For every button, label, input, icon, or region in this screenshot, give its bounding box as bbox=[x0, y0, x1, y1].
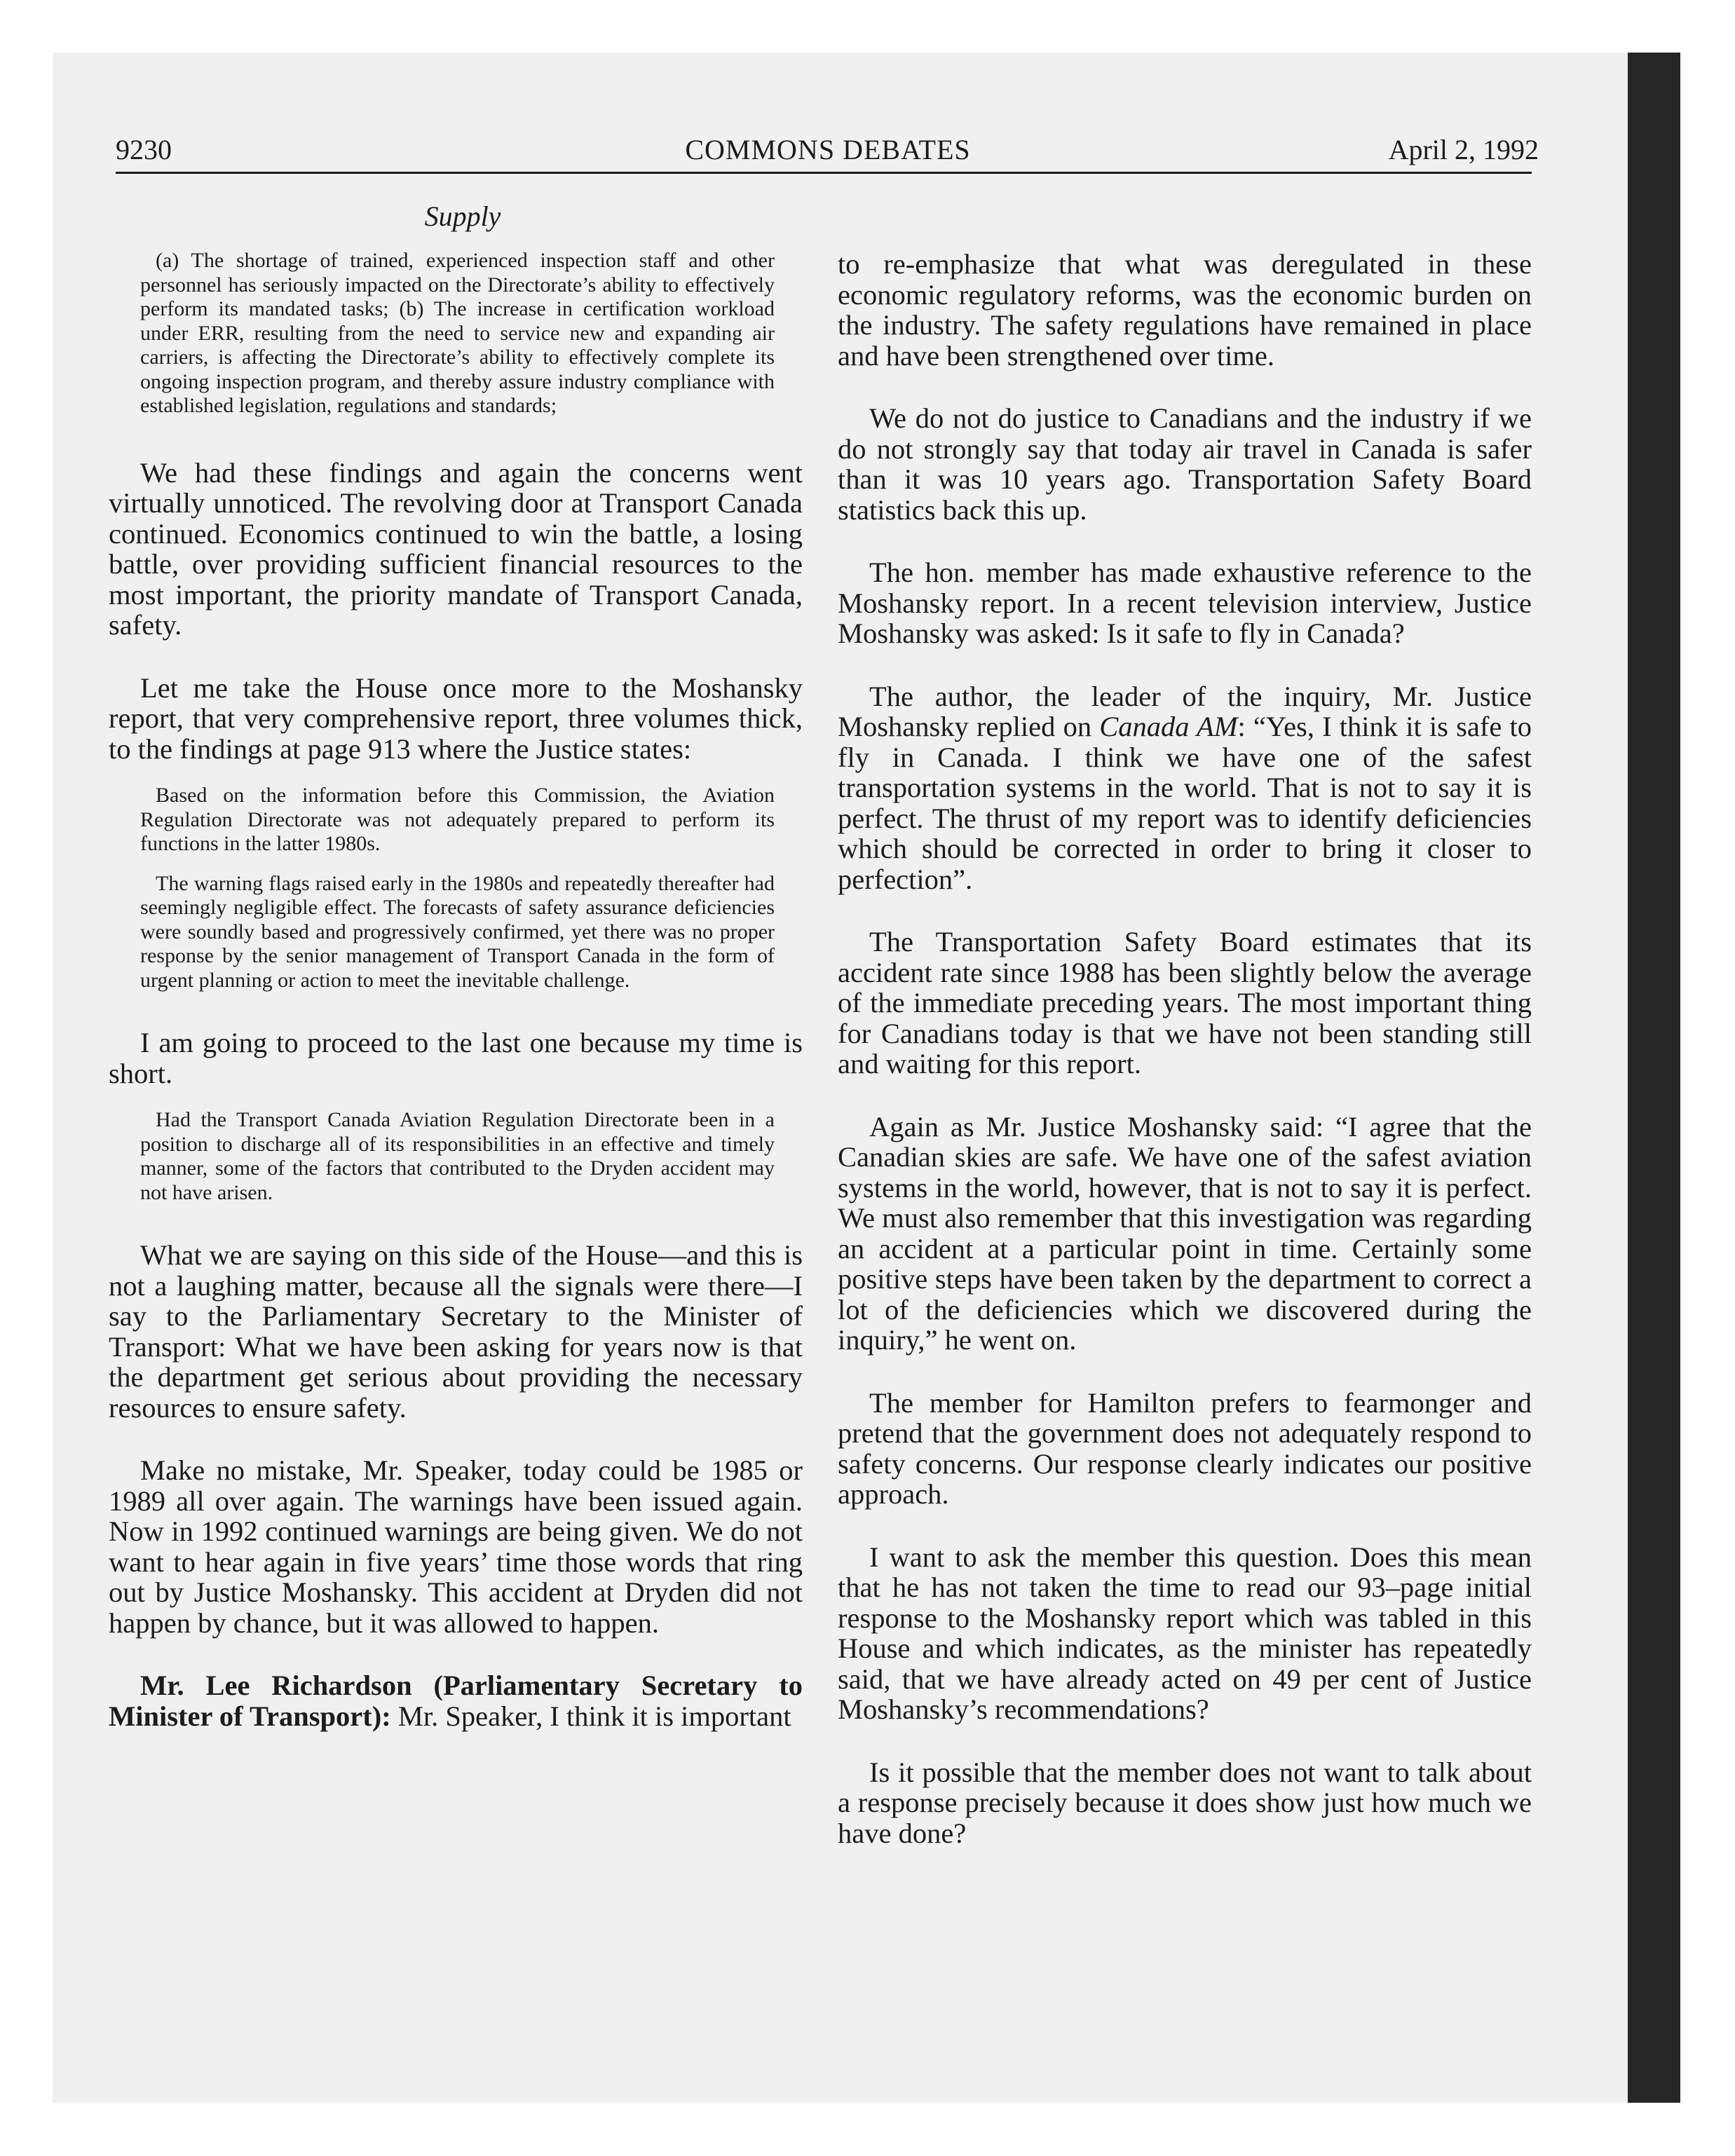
author-text-before: The author, the leader of the inquiry, Mr. Justice Moshansky replied on bbox=[838, 680, 1532, 742]
paragraph-mistake: Make no mistake, Mr. Speaker, today could be 1985 or 1989 all over again. The warnings have been issued again. Now in 1992 continued warnings are being given. We do not want to hear again in five years’ time those words that ring out by Justice Moshansky. This accident at Dryden did not happen by chance, but it was allowed to happen. bbox=[109, 1454, 803, 1639]
show-title: Canada AM bbox=[1099, 711, 1238, 742]
paragraph-reemphasize: to re-emphasize that what was deregulated in these economic regulatory reforms, was the economic burden on the industry. The safety regulations have remained in place and have been strengthened over time. bbox=[838, 248, 1532, 371]
quote-findings: (a) The shortage of trained, experienced inspection staff and other personnel has seriously impacted on the Directorate’s ability to effectively perform its mandated tasks; (b) The increase in certification workload under ERR, resulting from the need to service new and expanding air carriers, is affecting the Directorate’s ability to effectively complete its ongoing inspection program, and thereby assure industry compliance with established legislation, regulations and standards; bbox=[140, 249, 775, 417]
speaker-name: Mr. Lee Richardson (Parliamentary Secretary to Minister of Transport): bbox=[109, 1670, 803, 1732]
quote-commission: Based on the information before this Commission, the Aviation Regulation Directorate was not adequately prepared to perform its functions in the latter 1980s. bbox=[140, 784, 775, 855]
paragraph-last-one: I am going to proceed to the last one because my time is short. bbox=[109, 1027, 803, 1089]
paragraph-tsb: The Transportation Safety Board estimates that its accident rate since 1988 has been slightly below the average of the immediate preceding years. The most important thing for Canadians today is that we have not been standing still and waiting for this report. bbox=[838, 926, 1532, 1079]
paragraph-hamilton: The member for Hamilton prefers to fearmonger and pretend that the government does not adequately respond to safety concerns. Our response clearly indicates our positive approach. bbox=[838, 1386, 1532, 1510]
paragraph-reference: The hon. member has made exhaustive reference to the Moshansky report. In a recent television interview, Justice Moshansky was asked: Is it safe to fly in Canada? bbox=[838, 557, 1532, 649]
paragraph-question: I want to ask the member this question. Does this mean that he has not taken the time to read our 93–page initial response to the Moshansky report which was tabled in this House and which indicates, as the minister has repeatedly said, that we have already acted on 49 per cent of Justice Moshansky’s recommendations? bbox=[838, 1541, 1532, 1725]
paragraph-author bbox=[838, 681, 1532, 895]
publication-title: COMMONS DEBATES bbox=[685, 134, 971, 165]
paragraph-justice: We do not do justice to Canadians and the industry if we do not strongly say that today air travel in Canada is safer than it was 10 years ago. Transportation Safety Board statistics back this up. bbox=[838, 402, 1532, 526]
publication-date: April 2, 1992 bbox=[1388, 134, 1539, 165]
paragraph-saying: What we are saying on this side of the House—and this is not a laughing matter, because all the signals were there—I say to the Parliamentary Secretary to the Minister of Transport: What we have been asking for years now is that the department get serious about providing the necessary resources to ensure safety. bbox=[109, 1239, 803, 1424]
paragraph-possible: Is it possible that the member does not want to talk about a response precisely because it does show just how much we have done? bbox=[838, 1756, 1532, 1849]
author-text-after: : “Yes, I think it is safe to fly in Canada. I think we have one of the safest transportation systems in the world. That is not to say it is perfect. The thrust of my report was to identify deficiencies which should be corrected in order to bring it closer to perfection”. bbox=[838, 711, 1532, 895]
quote-dryden: Had the Transport Canada Aviation Regulation Directorate been in a position to discharge all of its responsibilities in an effective and timely manner, some of the factors that contributed to the Dryden accident may not have arisen. bbox=[140, 1108, 775, 1204]
page-number: 9230 bbox=[116, 134, 172, 165]
section-title: Supply bbox=[424, 200, 501, 232]
left-column bbox=[109, 249, 803, 1763]
paragraph-findings: We had these findings and again the concerns went virtually unnoticed. The revolving door at Transport Canada continued. Economics continued to win the battle, a losing battle, over providing sufficient financial resources to the most important, the priority mandate of Transport Canada, safety. bbox=[109, 456, 803, 641]
paragraph-again: Again as Mr. Justice Moshansky said: “I agree that the Canadian skies are safe. We have one of the safest aviation systems in the world, however, that is not to say it is perfect. We must also remember that this investigation was regarding an accident at a particular point in time. Certainly some positive steps have been taken by the department to correct a lot of the deficiencies which we discovered during the inquiry,” he went on. bbox=[838, 1110, 1532, 1356]
quote-warning: The warning flags raised early in the 1980s and repeatedly thereafter had seemingly negligible effect. The forecasts of safety assurance deficiencies were soundly based and progressively confirmed, yet there was no proper response by the senior management of Transport Canada in the form of urgent planning or action to meet the inevitable challenge. bbox=[140, 871, 775, 992]
speaker-paragraph bbox=[109, 1670, 803, 1731]
page-edge-shadow bbox=[1628, 53, 1680, 2103]
header-rule bbox=[116, 172, 1532, 174]
right-column bbox=[838, 249, 1532, 1881]
paragraph-moshansky: Let me take the House once more to the Moshansky report, that very comprehensive report, three volumes thick, to the findings at page 913 where the Justice states: bbox=[109, 671, 803, 765]
speaker-text: Mr. Speaker, I think it is important bbox=[397, 1700, 791, 1732]
